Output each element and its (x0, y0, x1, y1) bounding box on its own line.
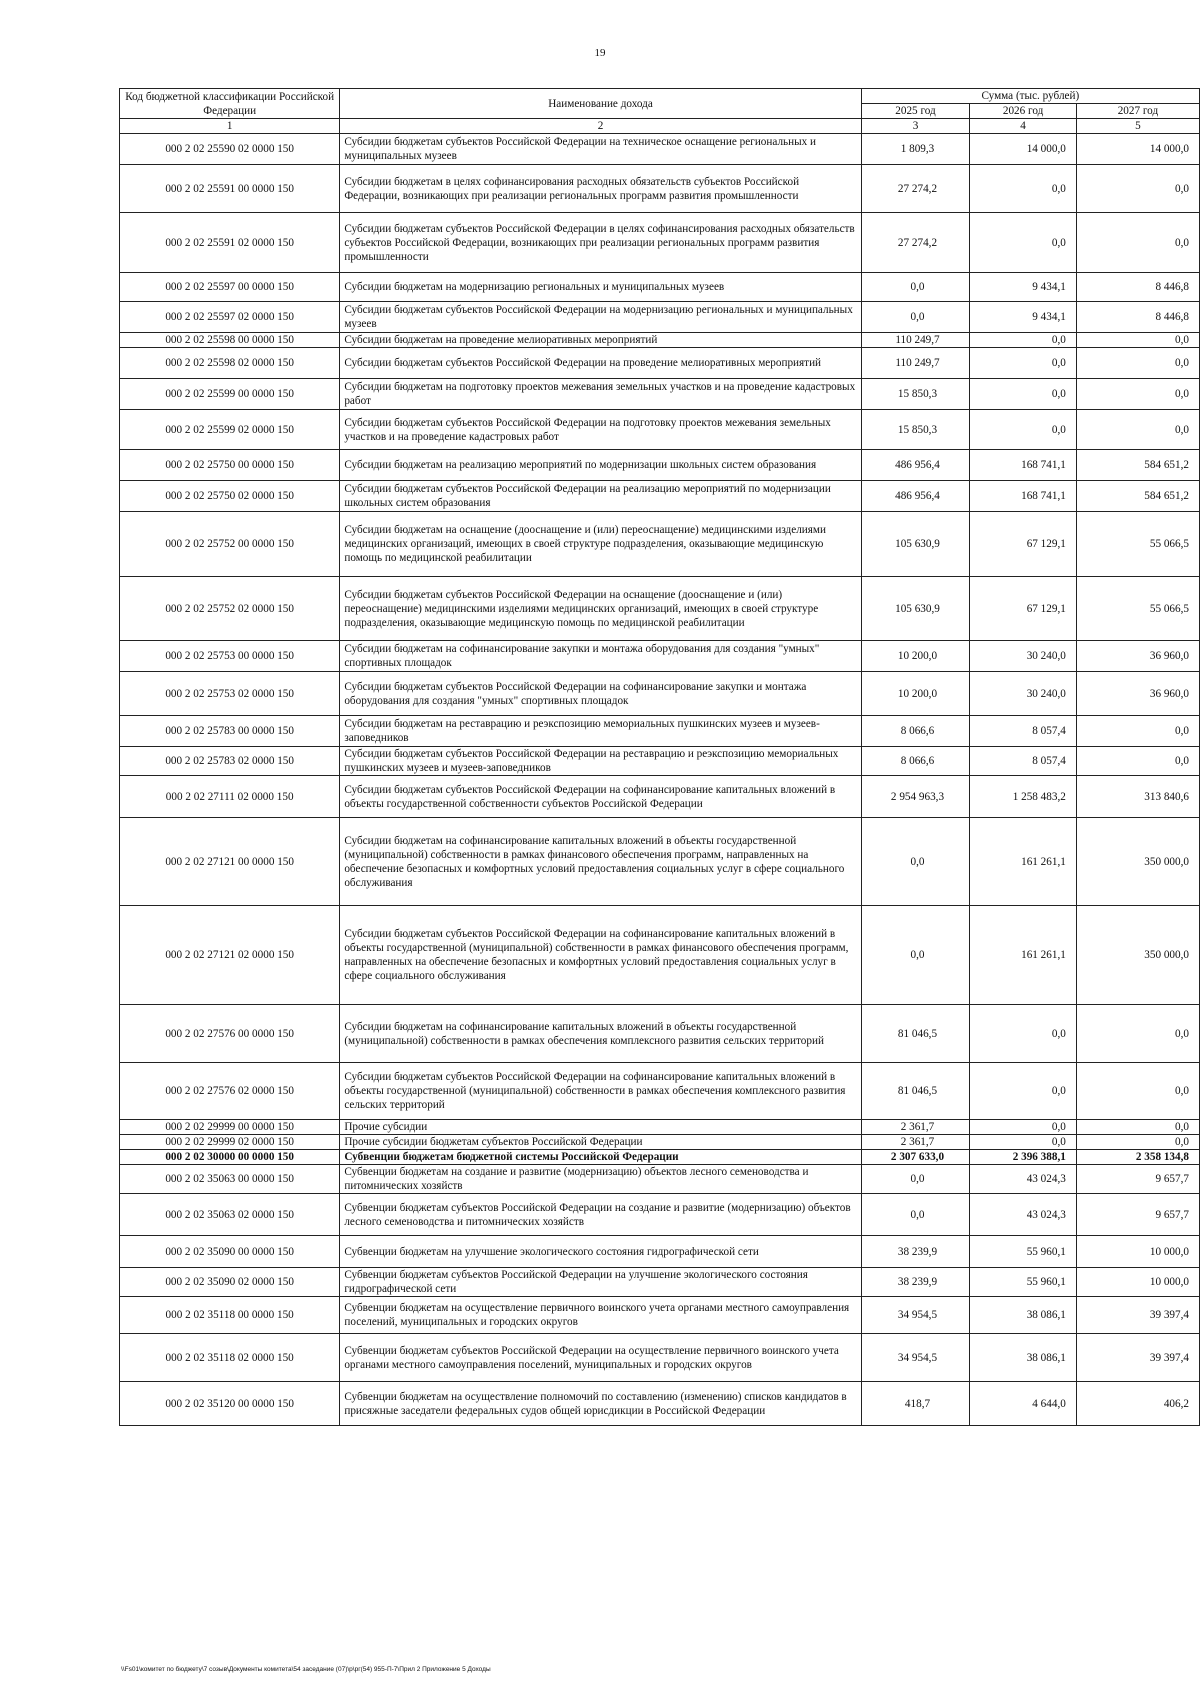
income-name-cell: Субвенции бюджетам бюджетной системы Российской Федерации (340, 1150, 861, 1165)
table-row (120, 1236, 1200, 1268)
table-row (120, 348, 1200, 379)
table-row (120, 1194, 1200, 1236)
budget-code-cell: 000 2 02 25783 00 0000 150 (120, 716, 340, 747)
amount-2025-cell: 81 046,5 (861, 1005, 970, 1063)
amount-2025-cell: 110 249,7 (861, 348, 970, 379)
amount-2025-cell: 0,0 (861, 273, 970, 302)
income-name-cell: Субсидии бюджетам на софинансирование капитальных вложений в объекты государственной (муниципальной) собственности в рамках финансового обеспечения программ, направленных на обеспечение безопасных и комфортных условий предоставления социальных услуг в сфере социального обслуживания (340, 818, 861, 906)
budget-code-cell: 000 2 02 35118 02 0000 150 (120, 1334, 340, 1382)
amount-2027-cell: 10 000,0 (1076, 1268, 1199, 1297)
amount-2025-cell: 0,0 (861, 1165, 970, 1194)
income-name-cell: Субсидии бюджетам на проведение мелиоративных мероприятий (340, 333, 861, 348)
amount-2026-cell: 0,0 (970, 379, 1077, 410)
amount-2025-cell: 105 630,9 (861, 577, 970, 641)
income-name-cell: Субсидии бюджетам на софинансирование закупки и монтажа оборудования для создания "умных" спортивных площадок (340, 641, 861, 672)
amount-2027-cell: 0,0 (1076, 1063, 1199, 1120)
budget-code-cell: 000 2 02 27576 02 0000 150 (120, 1063, 340, 1120)
table-row (120, 672, 1200, 716)
income-name-cell: Субсидии бюджетам субъектов Российской Федерации на софинансирование закупки и монтажа оборудования для создания "умных" спортивных площадок (340, 672, 861, 716)
budget-code-cell: 000 2 02 25599 00 0000 150 (120, 379, 340, 410)
amount-2026-cell: 0,0 (970, 1135, 1077, 1150)
income-name-cell: Субсидии бюджетам субъектов Российской Федерации на софинансирование капитальных вложений в объекты государственной собственности субъектов Российской Федерации (340, 776, 861, 818)
income-name-cell: Субсидии бюджетам субъектов Российской Федерации на реализацию мероприятий по модернизации школьных систем образования (340, 481, 861, 512)
amount-2025-cell: 15 850,3 (861, 410, 970, 450)
amount-2026-cell: 9 434,1 (970, 302, 1077, 333)
budget-code-cell: 000 2 02 25750 00 0000 150 (120, 450, 340, 481)
income-name-cell: Субвенции бюджетам на осуществление полномочий по составлению (изменению) списков кандидатов в присяжные заседатели федеральных судов общей юрисдикции в Российской Федерации (340, 1382, 861, 1426)
budget-code-cell: 000 2 02 27121 00 0000 150 (120, 818, 340, 906)
amount-2027-cell: 0,0 (1076, 716, 1199, 747)
income-name-cell: Субсидии бюджетам на реализацию мероприятий по модернизации школьных систем образования (340, 450, 861, 481)
amount-2025-cell: 34 954,5 (861, 1297, 970, 1334)
table-row (120, 641, 1200, 672)
budget-code-cell: 000 2 02 25597 02 0000 150 (120, 302, 340, 333)
page-number: 19 (594, 47, 606, 59)
budget-code-cell: 000 2 02 35118 00 0000 150 (120, 1297, 340, 1334)
income-name-cell: Субвенции бюджетам на улучшение экологического состояния гидрографической сети (340, 1236, 861, 1268)
income-name-cell: Субвенции бюджетам на создание и развитие (модернизацию) объектов лесного семеноводства и питомнических хозяйств (340, 1165, 861, 1194)
income-name-cell: Субсидии бюджетам субъектов Российской Федерации в целях софинансирования расходных обязательств субъектов Российской Федерации, возникающих при реализации региональных программ развития промышленности (340, 213, 861, 273)
amount-2026-cell: 38 086,1 (970, 1334, 1077, 1382)
column-number: 3 (861, 119, 970, 134)
amount-2025-cell: 34 954,5 (861, 1334, 970, 1382)
table-row (120, 1120, 1200, 1135)
amount-2025-cell: 10 200,0 (861, 672, 970, 716)
column-number: 1 (120, 119, 340, 134)
budget-code-cell: 000 2 02 35120 00 0000 150 (120, 1382, 340, 1426)
amount-2027-cell: 9 657,7 (1076, 1194, 1199, 1236)
income-name-cell: Субсидии бюджетам на модернизацию региональных и муниципальных музеев (340, 273, 861, 302)
budget-code-cell: 000 2 02 25591 00 0000 150 (120, 165, 340, 213)
amount-2026-cell: 9 434,1 (970, 273, 1077, 302)
amount-2026-cell: 0,0 (970, 165, 1077, 213)
amount-2026-cell: 1 258 483,2 (970, 776, 1077, 818)
budget-code-cell: 000 2 02 29999 00 0000 150 (120, 1120, 340, 1135)
column-number: 4 (970, 119, 1077, 134)
table-row (120, 1063, 1200, 1120)
table-row (120, 481, 1200, 512)
table-row (120, 1334, 1200, 1382)
table-row (120, 1005, 1200, 1063)
amount-2027-cell: 0,0 (1076, 747, 1199, 776)
income-name-cell: Субсидии бюджетам субъектов Российской Федерации на софинансирование капитальных вложений в объекты государственной (муниципальной) собственности в рамках обеспечения комплексного развития сельских территорий (340, 1063, 861, 1120)
amount-2025-cell: 81 046,5 (861, 1063, 970, 1120)
income-name-cell: Субсидии бюджетам на софинансирование капитальных вложений в объекты государственной (муниципальной) собственности в рамках обеспечения комплексного развития сельских территорий (340, 1005, 861, 1063)
revenue-table (119, 88, 1200, 1426)
amount-2026-cell: 0,0 (970, 333, 1077, 348)
table-row (120, 333, 1200, 348)
amount-2027-cell: 0,0 (1076, 165, 1199, 213)
amount-2026-cell: 67 129,1 (970, 512, 1077, 577)
amount-2026-cell: 161 261,1 (970, 906, 1077, 1005)
budget-code-cell: 000 2 02 27576 00 0000 150 (120, 1005, 340, 1063)
amount-2027-cell: 8 446,8 (1076, 302, 1199, 333)
footer-file-path: \\Fs01\комитет по бюджету\7 созыв\Документы комитета\54 заседание (07)\р\рг(54) 955-П-7\Прил 2 Приложение 5 Доходы (121, 1666, 491, 1673)
income-name-cell: Субсидии бюджетам субъектов Российской Федерации на оснащение (дооснащение и (или) переоснащение) медицинскими изделиями медицинских организаций, имеющих в своей структуре подразделения, оказывающие медицинскую помощь по медицинской реабилитации (340, 577, 861, 641)
budget-code-cell: 000 2 02 25598 00 0000 150 (120, 333, 340, 348)
column-number: 2 (340, 119, 861, 134)
amount-2026-cell: 30 240,0 (970, 672, 1077, 716)
income-name-cell: Субсидии бюджетам субъектов Российской Федерации на модернизацию региональных и муниципальных музеев (340, 302, 861, 333)
table-row (120, 134, 1200, 165)
amount-2025-cell: 10 200,0 (861, 641, 970, 672)
header-sum: Сумма (тыс. рублей) (861, 89, 1199, 104)
amount-2027-cell: 14 000,0 (1076, 134, 1199, 165)
amount-2027-cell: 584 651,2 (1076, 450, 1199, 481)
budget-code-cell: 000 2 02 27121 02 0000 150 (120, 906, 340, 1005)
header-name: Наименование дохода (340, 89, 861, 119)
income-name-cell: Субвенции бюджетам субъектов Российской Федерации на осуществление первичного воинского учета органами местного самоуправления поселений, муниципальных и городских округов (340, 1334, 861, 1382)
amount-2027-cell: 36 960,0 (1076, 672, 1199, 716)
amount-2025-cell: 110 249,7 (861, 333, 970, 348)
amount-2025-cell: 38 239,9 (861, 1268, 970, 1297)
amount-2027-cell: 584 651,2 (1076, 481, 1199, 512)
table-header (120, 89, 1200, 134)
amount-2025-cell: 2 307 633,0 (861, 1150, 970, 1165)
table-row (120, 747, 1200, 776)
budget-code-cell: 000 2 02 25753 02 0000 150 (120, 672, 340, 716)
amount-2025-cell: 8 066,6 (861, 747, 970, 776)
amount-2025-cell: 2 954 963,3 (861, 776, 970, 818)
income-name-cell: Субсидии бюджетам субъектов Российской Федерации на подготовку проектов межевания земельных участков и на проведение кадастровых работ (340, 410, 861, 450)
income-name-cell: Субсидии бюджетам в целях софинансирования расходных обязательств субъектов Российской Федерации, возникающих при реализации региональных программ развития промышленности (340, 165, 861, 213)
income-name-cell: Субсидии бюджетам субъектов Российской Федерации на реставрацию и реэкспозицию мемориальных пушкинских музеев и музеев-заповедников (340, 747, 861, 776)
table-row (120, 906, 1200, 1005)
amount-2027-cell: 0,0 (1076, 333, 1199, 348)
budget-code-cell: 000 2 02 25752 02 0000 150 (120, 577, 340, 641)
amount-2025-cell: 38 239,9 (861, 1236, 970, 1268)
table-row (120, 512, 1200, 577)
amount-2027-cell: 10 000,0 (1076, 1236, 1199, 1268)
amount-2026-cell: 0,0 (970, 1120, 1077, 1135)
amount-2027-cell: 55 066,5 (1076, 577, 1199, 641)
amount-2026-cell: 168 741,1 (970, 450, 1077, 481)
table-row (120, 450, 1200, 481)
table-row (120, 1382, 1200, 1426)
table-row (120, 1165, 1200, 1194)
budget-code-cell: 000 2 02 25752 00 0000 150 (120, 512, 340, 577)
table-row (120, 716, 1200, 747)
amount-2027-cell: 313 840,6 (1076, 776, 1199, 818)
amount-2026-cell: 55 960,1 (970, 1268, 1077, 1297)
amount-2027-cell: 0,0 (1076, 410, 1199, 450)
income-name-cell: Субсидии бюджетам субъектов Российской Федерации на техническое оснащение региональных и муниципальных музеев (340, 134, 861, 165)
table-row (120, 213, 1200, 273)
table-row (120, 410, 1200, 450)
income-name-cell: Прочие субсидии (340, 1120, 861, 1135)
budget-code-cell: 000 2 02 25591 02 0000 150 (120, 213, 340, 273)
amount-2027-cell: 8 446,8 (1076, 273, 1199, 302)
amount-2026-cell: 0,0 (970, 1005, 1077, 1063)
income-name-cell: Субсидии бюджетам на оснащение (дооснащение и (или) переоснащение) медицинскими изделиями медицинских организаций, имеющих в своей структуре подразделения, оказывающие медицинскую помощь по медицинской реабилитации (340, 512, 861, 577)
budget-code-cell: 000 2 02 25590 02 0000 150 (120, 134, 340, 165)
amount-2027-cell: 0,0 (1076, 1120, 1199, 1135)
table-row (120, 776, 1200, 818)
header-year-2026: 2026 год (970, 104, 1077, 119)
budget-code-cell: 000 2 02 35090 02 0000 150 (120, 1268, 340, 1297)
table-row (120, 1150, 1200, 1165)
amount-2025-cell: 27 274,2 (861, 165, 970, 213)
budget-code-cell: 000 2 02 25599 02 0000 150 (120, 410, 340, 450)
income-name-cell: Субсидии бюджетам субъектов Российской Федерации на проведение мелиоративных мероприятий (340, 348, 861, 379)
table-row (120, 1135, 1200, 1150)
header-code: Код бюджетной классификации Российской Федерации (120, 89, 340, 119)
amount-2027-cell: 2 358 134,8 (1076, 1150, 1199, 1165)
amount-2027-cell: 39 397,4 (1076, 1334, 1199, 1382)
amount-2025-cell: 0,0 (861, 1194, 970, 1236)
table-row (120, 302, 1200, 333)
amount-2026-cell: 0,0 (970, 348, 1077, 379)
amount-2025-cell: 418,7 (861, 1382, 970, 1426)
income-name-cell: Субвенции бюджетам субъектов Российской Федерации на создание и развитие (модернизацию) объектов лесного семеноводства и питомнических хозяйств (340, 1194, 861, 1236)
amount-2026-cell: 8 057,4 (970, 716, 1077, 747)
amount-2026-cell: 43 024,3 (970, 1165, 1077, 1194)
table-body (120, 134, 1200, 1426)
budget-code-cell: 000 2 02 35063 02 0000 150 (120, 1194, 340, 1236)
amount-2025-cell: 2 361,7 (861, 1135, 970, 1150)
amount-2027-cell: 0,0 (1076, 348, 1199, 379)
column-number-row (120, 119, 1200, 134)
amount-2027-cell: 0,0 (1076, 213, 1199, 273)
budget-code-cell: 000 2 02 27111 02 0000 150 (120, 776, 340, 818)
amount-2026-cell: 0,0 (970, 410, 1077, 450)
amount-2027-cell: 350 000,0 (1076, 906, 1199, 1005)
table-row (120, 1268, 1200, 1297)
budget-code-cell: 000 2 02 30000 00 0000 150 (120, 1150, 340, 1165)
budget-code-cell: 000 2 02 35063 00 0000 150 (120, 1165, 340, 1194)
amount-2027-cell: 0,0 (1076, 379, 1199, 410)
budget-code-cell: 000 2 02 35090 00 0000 150 (120, 1236, 340, 1268)
header-year-2027: 2027 год (1076, 104, 1199, 119)
budget-code-cell: 000 2 02 25753 00 0000 150 (120, 641, 340, 672)
header-year-2025: 2025 год (861, 104, 970, 119)
amount-2026-cell: 30 240,0 (970, 641, 1077, 672)
amount-2025-cell: 0,0 (861, 818, 970, 906)
amount-2026-cell: 43 024,3 (970, 1194, 1077, 1236)
table-row (120, 1297, 1200, 1334)
income-name-cell: Субсидии бюджетам субъектов Российской Федерации на софинансирование капитальных вложений в объекты государственной (муниципальной) собственности в рамках финансового обеспечения программ, направленных на обеспечение безопасных и комфортных условий предоставления социальных услуг в сфере социального обслуживания (340, 906, 861, 1005)
table-row (120, 273, 1200, 302)
amount-2027-cell: 0,0 (1076, 1005, 1199, 1063)
amount-2026-cell: 0,0 (970, 213, 1077, 273)
column-number: 5 (1076, 119, 1199, 134)
budget-code-cell: 000 2 02 25597 00 0000 150 (120, 273, 340, 302)
income-name-cell: Субвенции бюджетам на осуществление первичного воинского учета органами местного самоуправления поселений, муниципальных и городских округов (340, 1297, 861, 1334)
budget-code-cell: 000 2 02 25783 02 0000 150 (120, 747, 340, 776)
income-name-cell: Субсидии бюджетам на подготовку проектов межевания земельных участков и на проведение кадастровых работ (340, 379, 861, 410)
amount-2026-cell: 161 261,1 (970, 818, 1077, 906)
amount-2025-cell: 2 361,7 (861, 1120, 970, 1135)
table-row (120, 577, 1200, 641)
amount-2027-cell: 55 066,5 (1076, 512, 1199, 577)
table-row (120, 165, 1200, 213)
budget-code-cell: 000 2 02 25750 02 0000 150 (120, 481, 340, 512)
amount-2027-cell: 39 397,4 (1076, 1297, 1199, 1334)
budget-code-cell: 000 2 02 29999 02 0000 150 (120, 1135, 340, 1150)
amount-2026-cell: 67 129,1 (970, 577, 1077, 641)
amount-2025-cell: 0,0 (861, 906, 970, 1005)
table-row (120, 818, 1200, 906)
amount-2026-cell: 55 960,1 (970, 1236, 1077, 1268)
income-name-cell: Прочие субсидии бюджетам субъектов Российской Федерации (340, 1135, 861, 1150)
amount-2025-cell: 486 956,4 (861, 450, 970, 481)
amount-2026-cell: 2 396 388,1 (970, 1150, 1077, 1165)
income-name-cell: Субвенции бюджетам субъектов Российской Федерации на улучшение экологического состояния гидрографической сети (340, 1268, 861, 1297)
amount-2025-cell: 105 630,9 (861, 512, 970, 577)
amount-2027-cell: 406,2 (1076, 1382, 1199, 1426)
amount-2025-cell: 486 956,4 (861, 481, 970, 512)
table-row (120, 379, 1200, 410)
amount-2025-cell: 8 066,6 (861, 716, 970, 747)
amount-2025-cell: 15 850,3 (861, 379, 970, 410)
amount-2025-cell: 27 274,2 (861, 213, 970, 273)
amount-2025-cell: 1 809,3 (861, 134, 970, 165)
amount-2027-cell: 9 657,7 (1076, 1165, 1199, 1194)
amount-2026-cell: 168 741,1 (970, 481, 1077, 512)
amount-2026-cell: 8 057,4 (970, 747, 1077, 776)
income-name-cell: Субсидии бюджетам на реставрацию и реэкспозицию мемориальных пушкинских музеев и музеев-заповедников (340, 716, 861, 747)
amount-2026-cell: 4 644,0 (970, 1382, 1077, 1426)
amount-2027-cell: 0,0 (1076, 1135, 1199, 1150)
amount-2025-cell: 0,0 (861, 302, 970, 333)
budget-code-cell: 000 2 02 25598 02 0000 150 (120, 348, 340, 379)
amount-2027-cell: 350 000,0 (1076, 818, 1199, 906)
amount-2026-cell: 14 000,0 (970, 134, 1077, 165)
amount-2026-cell: 0,0 (970, 1063, 1077, 1120)
amount-2026-cell: 38 086,1 (970, 1297, 1077, 1334)
amount-2027-cell: 36 960,0 (1076, 641, 1199, 672)
